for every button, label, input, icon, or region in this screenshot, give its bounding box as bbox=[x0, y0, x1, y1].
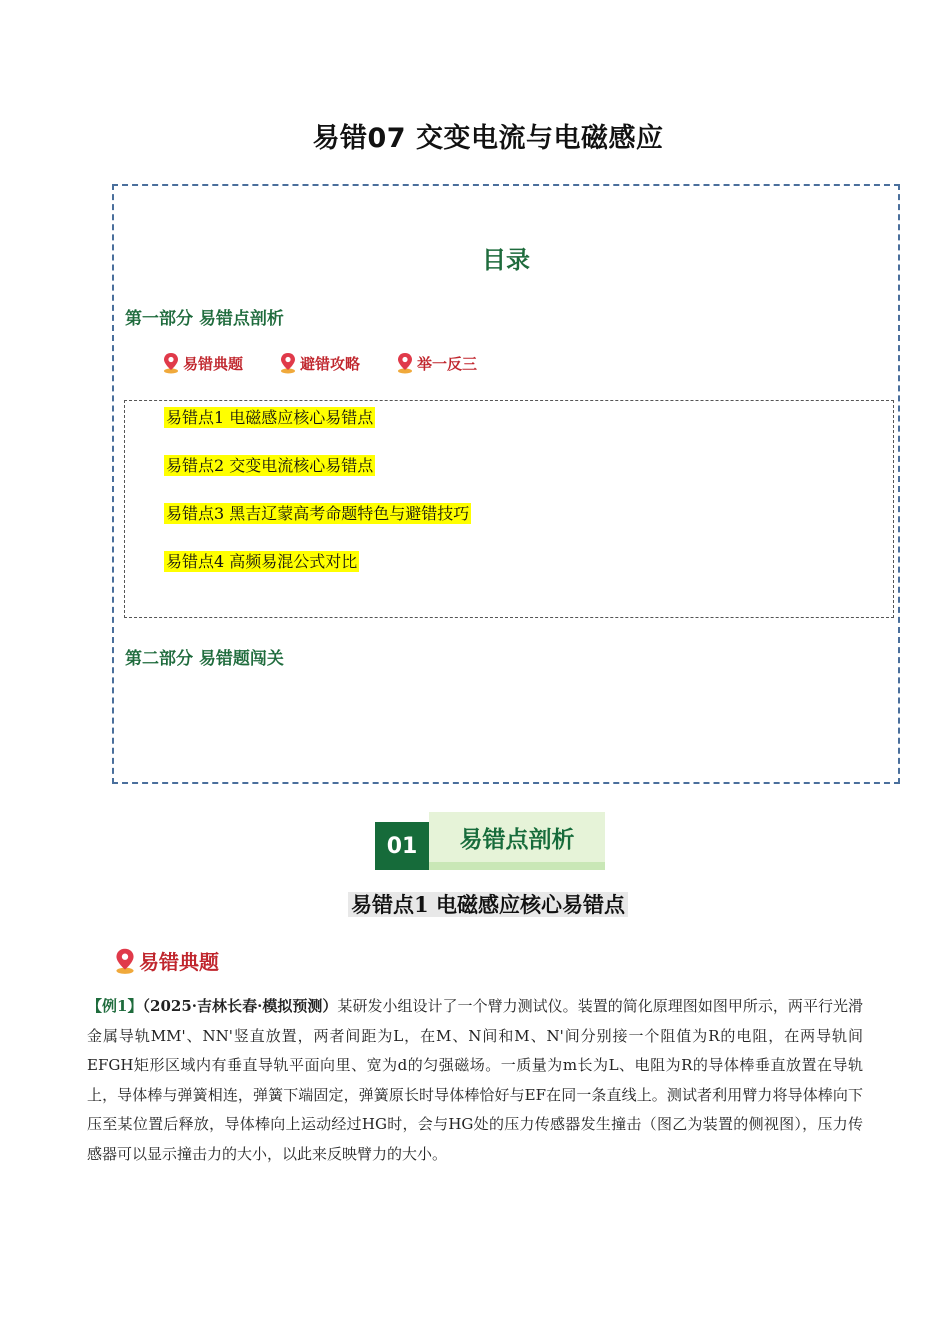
toc-tag-label: 举一反三 bbox=[417, 354, 478, 373]
banner-label: 易错点剖析 bbox=[429, 812, 605, 862]
example-paragraph bbox=[87, 992, 863, 1169]
toc-tag bbox=[396, 352, 477, 374]
toc-tag bbox=[279, 352, 360, 374]
toc-point-label: 易错点1 电磁感应核心易错点 bbox=[166, 408, 374, 427]
toc-point-item[interactable] bbox=[164, 501, 471, 524]
document-title: 易错07 交变电流与电磁感应 bbox=[312, 123, 664, 154]
toc-point-item[interactable] bbox=[164, 549, 359, 572]
toc-tags bbox=[162, 352, 477, 374]
toc-heading: 目录 bbox=[482, 246, 530, 274]
subheading-label: 易错典题 bbox=[139, 950, 219, 974]
location-pin-icon bbox=[114, 947, 136, 975]
section-banner bbox=[375, 812, 605, 870]
toc-tag-label: 易错典题 bbox=[183, 354, 244, 373]
banner-number: 01 bbox=[375, 822, 429, 870]
example-source: （2025·吉林长春·模拟预测） bbox=[142, 997, 338, 1015]
section-title bbox=[0, 889, 950, 919]
toc-point-item[interactable] bbox=[164, 405, 375, 428]
subheading bbox=[114, 946, 219, 975]
example-text: 某研发小组设计了一个臂力测试仪。装置的简化原理图如图甲所示，两平行光滑金属导轨MM'、NN'竖直放置，两者间距为L，在M、N间和M、N'间分别接一个阻值为R的电阻，在两导轨间EFGH矩形区域内有垂直导轨平面向里、宽为d的匀强磁场。一质量为m长为L、电阻为R的导体棒垂直放置在导轨上，导体棒与弹簧相连，弹簧下端固定，弹簧原长时导体棒恰好与EF在同一条直线上。测试者利用臂力将导体棒向下压至某位置后释放，导体棒向上运动经过HG时，会与HG处的压力传感器发生撞击（图乙为装置的侧视图），压力传感器可以显示撞击力的大小，以此来反映臂力的大小。 bbox=[87, 997, 863, 1163]
example-label: 【例1】 bbox=[87, 997, 143, 1015]
toc-point-label: 易错点4 高频易混公式对比 bbox=[166, 552, 358, 571]
location-pin-icon bbox=[279, 352, 297, 374]
toc-point-label: 易错点2 交变电流核心易错点 bbox=[166, 456, 374, 475]
toc-tag-label: 避错攻略 bbox=[300, 354, 361, 373]
toc-points-list bbox=[124, 400, 894, 618]
section-title-text: 易错点1 电磁感应核心易错点 bbox=[348, 892, 628, 917]
location-pin-icon bbox=[396, 352, 414, 374]
banner-label-box bbox=[429, 812, 605, 870]
location-pin-icon bbox=[162, 352, 180, 374]
table-of-contents bbox=[112, 184, 900, 784]
toc-part-2: 第二部分 易错题闯关 bbox=[125, 649, 284, 669]
toc-point-item[interactable] bbox=[164, 453, 375, 476]
toc-point-label: 易错点3 黑吉辽蒙高考命题特色与避错技巧 bbox=[166, 504, 470, 523]
toc-tag bbox=[162, 352, 243, 374]
toc-part-1: 第一部分 易错点剖析 bbox=[125, 309, 284, 329]
